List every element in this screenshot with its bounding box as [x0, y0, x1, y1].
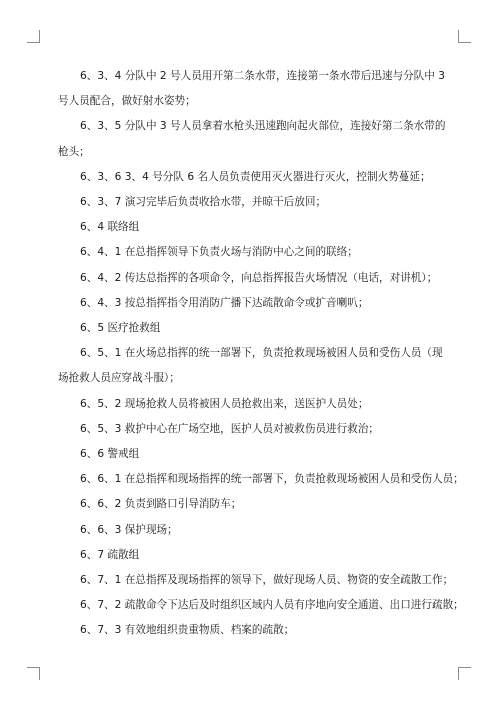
paragraph: 6、4、2 传达总指挥的各项命令，向总指挥报告火场情况（电话，对讲机）； — [80, 271, 438, 284]
paragraph: 6、5 医疗抢救组 — [80, 322, 161, 335]
paragraph: 6、7、1 在总指挥及现场指挥的领导下，做好现场人员、物资的安全疏散工作； — [80, 574, 454, 587]
paragraph: 6、7 疏散组 — [80, 548, 140, 561]
paragraph: 6、3、4 分队中 2 号人员用开第二条水带，连接第一条水带后迅速与分队中 3 号人员配合，做好射水姿势； — [58, 70, 445, 108]
paragraph: 6、6、1 在总指挥和现场指挥的统一部署下，负责抢救现场被困人员和受伤人员； — [80, 473, 464, 486]
paragraph: 6、3、5 分队中 3 号人员拿着水枪头迅速跑向起火部位，连接好第二条水带的枪头； — [58, 120, 446, 158]
paragraph: 6、3、7 演习完毕后负责收拾水带，并晾干后放回； — [80, 196, 327, 209]
crop-mark-bottom-right — [458, 667, 471, 680]
crop-mark-top-left — [27, 30, 40, 43]
paragraph: 6、4、1 在总指挥领导下负责火场与消防中心之间的联络； — [80, 246, 358, 259]
crop-mark-bottom-left — [27, 667, 40, 680]
document-body — [58, 64, 464, 644]
paragraph: 6、6、2 负责到路口引导消防车； — [80, 498, 242, 511]
crop-mark-top-right — [458, 30, 471, 43]
paragraph: 6、6、3 保护现场； — [80, 523, 178, 536]
paragraph: 6、7、2 疏散命令下达后及时组织区域内人员有序地向安全通道、出口进行疏散； — [80, 599, 464, 612]
paragraph: 6、6 警戒组 — [80, 448, 140, 461]
paragraph: 6、4、3 按总指挥指令用消防广播下达疏散命令或扩音喇叭； — [80, 296, 369, 309]
paragraph: 6、3、6 3、4 号分队 6 名人员负责使用灭火器进行灭火，控制火势蔓延； — [80, 170, 431, 183]
paragraph: 6、7、3 有效地组织贵重物质、档案的疏散； — [80, 624, 295, 637]
paragraph: 6、5、1 在火场总指挥的统一部署下，负责抢救现场被困人员和受伤人员（现场抢救人员应穿战斗服）； — [58, 347, 443, 385]
paragraph: 6、4 联络组 — [80, 221, 140, 234]
paragraph: 6、5、3 救护中心在广场空地，医护人员对被救伤员进行救治； — [80, 422, 380, 435]
paragraph: 6、5、2 现场抢救人员将被困人员抢救出来，送医护人员处； — [80, 397, 369, 410]
